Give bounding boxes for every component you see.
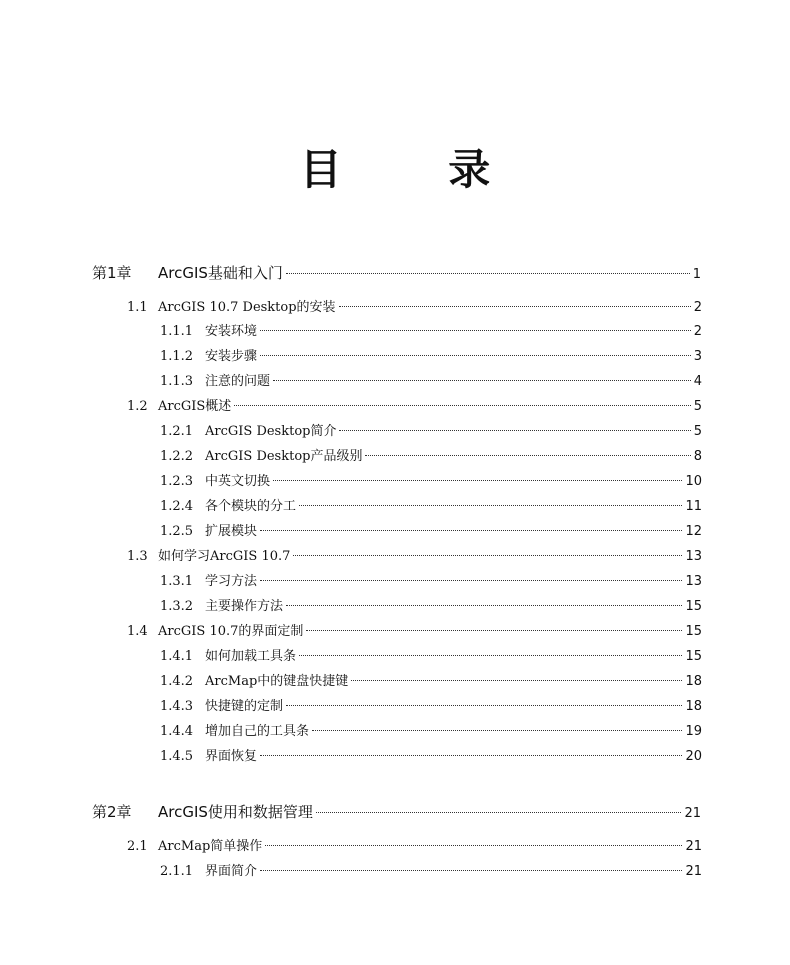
toc-entry-sub <box>160 322 702 342</box>
toc-entry-title: 如何加载工具条 <box>205 649 297 664</box>
toc-entry-section <box>127 622 702 642</box>
toc-entry-sub <box>160 862 702 882</box>
toc-entry-title: 安装步骤 <box>205 349 258 364</box>
toc-entry-title: 学习方法 <box>205 574 258 589</box>
dot-leader <box>260 530 682 531</box>
dot-leader <box>312 730 682 731</box>
toc-entry-page: 15 <box>685 649 702 664</box>
toc-entry-title: 快捷键的定制 <box>205 699 284 714</box>
toc-entry-page: 21 <box>685 839 702 854</box>
toc-entry-page: 2 <box>693 324 702 339</box>
toc-entry-title: ArcGIS 10.7 Desktop的安装 <box>158 300 336 315</box>
toc-entry-number: 1.1.2 <box>160 349 194 364</box>
toc-entry-page: 13 <box>685 574 702 589</box>
toc-entry-number: 1.2.5 <box>160 524 194 539</box>
toc-entry-page: 21 <box>684 806 701 821</box>
toc-entry-number: 2.1 <box>127 839 148 854</box>
toc-entry-title: ArcGIS Desktop简介 <box>205 424 337 439</box>
toc-entry-section <box>127 547 702 567</box>
toc-entry-sub <box>160 522 702 542</box>
dot-leader <box>260 355 691 356</box>
toc-entry-page: 4 <box>693 374 702 389</box>
toc-entry-title: 安装环境 <box>205 324 258 339</box>
toc-entry-sub <box>160 597 702 617</box>
toc-entry-number: 第2章 <box>92 803 132 821</box>
toc-entry-title: ArcGIS Desktop产品级别 <box>205 449 363 464</box>
dot-leader <box>286 705 682 706</box>
toc-entry-section <box>127 397 702 417</box>
toc-entry-number: 1.3.1 <box>160 574 194 589</box>
toc-entry-page: 3 <box>693 349 702 364</box>
dot-leader <box>316 812 682 813</box>
toc-entry-sub <box>160 372 702 392</box>
toc-entry-sub <box>160 497 702 517</box>
dot-leader <box>299 655 682 656</box>
toc-entry-page: 21 <box>685 864 702 879</box>
toc-entry-number: 1.4 <box>127 624 148 639</box>
toc-entry-number: 1.1.1 <box>160 324 194 339</box>
dot-leader <box>299 505 682 506</box>
toc-entry-page: 2 <box>693 300 702 315</box>
toc-entry-number: 第1章 <box>92 264 132 282</box>
toc-entry-page: 13 <box>685 549 702 564</box>
page-title: 目 录 <box>299 145 537 194</box>
dot-leader <box>273 380 691 381</box>
dot-leader <box>306 630 682 631</box>
toc-entry-number: 1.4.3 <box>160 699 194 714</box>
dot-leader <box>234 405 690 406</box>
toc-entry-number: 2.1.1 <box>160 864 194 879</box>
dot-leader <box>286 273 690 274</box>
dot-leader <box>273 480 682 481</box>
toc-entry-title: 界面简介 <box>205 864 258 879</box>
toc-entry-title: ArcGIS概述 <box>158 399 232 414</box>
toc-entry-number: 1.2 <box>127 399 148 414</box>
toc-entry-title: ArcGIS使用和数据管理 <box>158 803 313 821</box>
toc-entry-number: 1.2.2 <box>160 449 194 464</box>
toc-entry-page: 15 <box>685 599 702 614</box>
toc-entry-title: ArcMap简单操作 <box>158 839 263 854</box>
toc-entry-title: 扩展模块 <box>205 524 258 539</box>
dot-leader <box>365 455 690 456</box>
toc-entry-title: 主要操作方法 <box>205 599 284 614</box>
toc-entry-sub <box>160 722 702 742</box>
toc-entry-title: 各个模块的分工 <box>205 499 297 514</box>
toc-entry-number: 1.2.3 <box>160 474 194 489</box>
toc-entry-title: 注意的问题 <box>205 374 271 389</box>
toc-entry-number: 1.1 <box>127 300 148 315</box>
toc-entry-page: 5 <box>693 424 702 439</box>
toc-entry-title: 如何学习ArcGIS 10.7 <box>158 549 291 564</box>
toc-entry-number: 1.4.1 <box>160 649 194 664</box>
toc-entry-number: 1.1.3 <box>160 374 194 389</box>
toc-entry-number: 1.3.2 <box>160 599 194 614</box>
toc-entry-page: 12 <box>685 524 702 539</box>
toc-entry-chapter <box>92 802 701 824</box>
dot-leader <box>260 755 682 756</box>
toc-entry-sub <box>160 697 702 717</box>
toc-entry-sub <box>160 647 702 667</box>
toc-entry-title: 界面恢复 <box>205 749 258 764</box>
toc-entry-page: 10 <box>685 474 702 489</box>
toc-entry-number: 1.4.2 <box>160 674 194 689</box>
toc-entry-sub <box>160 347 702 367</box>
dot-leader <box>265 845 682 846</box>
toc-entry-number: 1.4.4 <box>160 724 194 739</box>
dot-leader <box>293 555 682 556</box>
toc-entry-sub <box>160 472 702 492</box>
dot-leader <box>351 680 682 681</box>
toc-entry-sub <box>160 447 702 467</box>
toc-entry-page: 19 <box>685 724 702 739</box>
toc-entry-page: 8 <box>693 449 702 464</box>
toc-entry-page: 11 <box>685 499 702 514</box>
toc-entry-sub <box>160 572 702 592</box>
dot-leader <box>339 430 690 431</box>
toc-entry-title: 增加自己的工具条 <box>205 724 310 739</box>
toc-entry-page: 5 <box>693 399 702 414</box>
dot-leader <box>286 605 682 606</box>
toc-entry-page: 20 <box>685 749 702 764</box>
toc-entry-chapter <box>92 263 701 285</box>
toc-entry-number: 1.4.5 <box>160 749 194 764</box>
toc-entry-number: 1.2.4 <box>160 499 194 514</box>
toc-entry-section <box>127 298 702 318</box>
toc-entry-title: ArcMap中的键盘快捷键 <box>205 674 349 689</box>
toc-entry-page: 18 <box>685 674 702 689</box>
dot-leader <box>260 580 682 581</box>
toc-entry-sub <box>160 672 702 692</box>
toc-entry-title: ArcGIS 10.7的界面定制 <box>158 624 304 639</box>
toc-entry-sub <box>160 422 702 442</box>
toc-entry-title: 中英文切换 <box>205 474 271 489</box>
toc-entry-page: 15 <box>685 624 702 639</box>
toc-entry-page: 1 <box>692 267 701 282</box>
toc-entry-section <box>127 837 702 857</box>
toc-entry-number: 1.2.1 <box>160 424 194 439</box>
toc-entry-page: 18 <box>685 699 702 714</box>
toc-entry-sub <box>160 747 702 767</box>
dot-leader <box>260 870 682 871</box>
dot-leader <box>260 330 691 331</box>
dot-leader <box>339 306 691 307</box>
toc-entry-number: 1.3 <box>127 549 148 564</box>
toc-entry-title: ArcGIS基础和入门 <box>158 264 283 282</box>
